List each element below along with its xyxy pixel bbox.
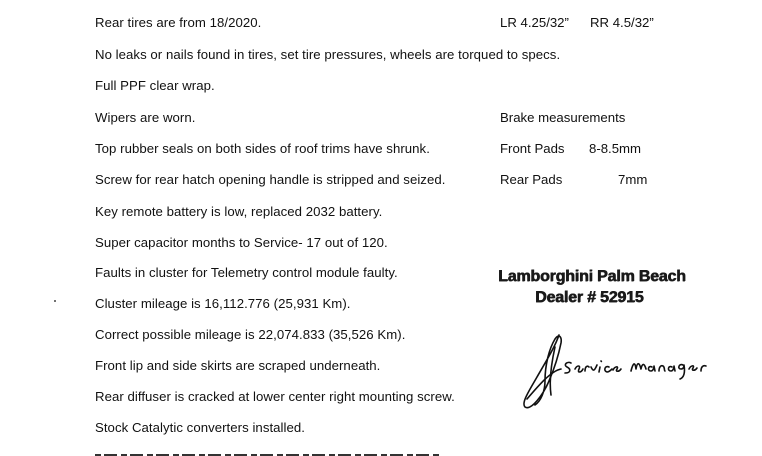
dealer-stamp-name: Lamborghini Palm Beach bbox=[498, 268, 686, 285]
front-pads-value: 8-8.5mm bbox=[589, 141, 642, 156]
note-roof-seals: Top rubber seals on both sides of roof trims have shrunk. bbox=[95, 141, 430, 156]
note-ppf: Full PPF clear wrap. bbox=[95, 78, 215, 93]
note-catalytic: Stock Catalytic converters installed. bbox=[95, 420, 306, 435]
signature-service-manager bbox=[515, 325, 740, 415]
dealer-stamp-number: Dealer # 52915 bbox=[535, 289, 644, 306]
note-front-lip: Front lip and side skirts are scraped underneath. bbox=[95, 358, 381, 373]
note-super-capacitor: Super capacitor months to Service- 17 out of 120. bbox=[95, 235, 388, 250]
front-pads-label: Front Pads bbox=[500, 141, 565, 156]
note-tire-check: No leaks or nails found in tires, set tire pressures, wheels are torqued to specs. bbox=[95, 47, 561, 62]
margin-dot bbox=[54, 300, 56, 302]
rear-pads-label: Rear Pads bbox=[500, 172, 563, 187]
cut-off-line bbox=[95, 452, 440, 456]
rear-pads-value: 7mm bbox=[618, 172, 648, 187]
tread-rr: RR 4.5/32” bbox=[590, 15, 654, 30]
note-wipers: Wipers are worn. bbox=[95, 110, 196, 125]
note-rear-tires: Rear tires are from 18/2020. bbox=[95, 15, 262, 30]
note-cluster-mileage: Cluster mileage is 16,112.776 (25,931 Km). bbox=[95, 296, 351, 311]
note-correct-mileage: Correct possible mileage is 22,074.833 (35,526 Km). bbox=[95, 327, 406, 342]
note-telemetry-fault: Faults in cluster for Telemetry control module faulty. bbox=[95, 265, 398, 280]
note-key-battery: Key remote battery is low, replaced 2032 battery. bbox=[95, 204, 383, 219]
tread-lr: LR 4.25/32” bbox=[500, 15, 569, 30]
note-rear-diffuser: Rear diffuser is cracked at lower center right mounting screw. bbox=[95, 389, 455, 404]
brake-heading: Brake measurements bbox=[500, 110, 626, 125]
note-hatch-screw: Screw for rear hatch opening handle is stripped and seized. bbox=[95, 172, 446, 187]
